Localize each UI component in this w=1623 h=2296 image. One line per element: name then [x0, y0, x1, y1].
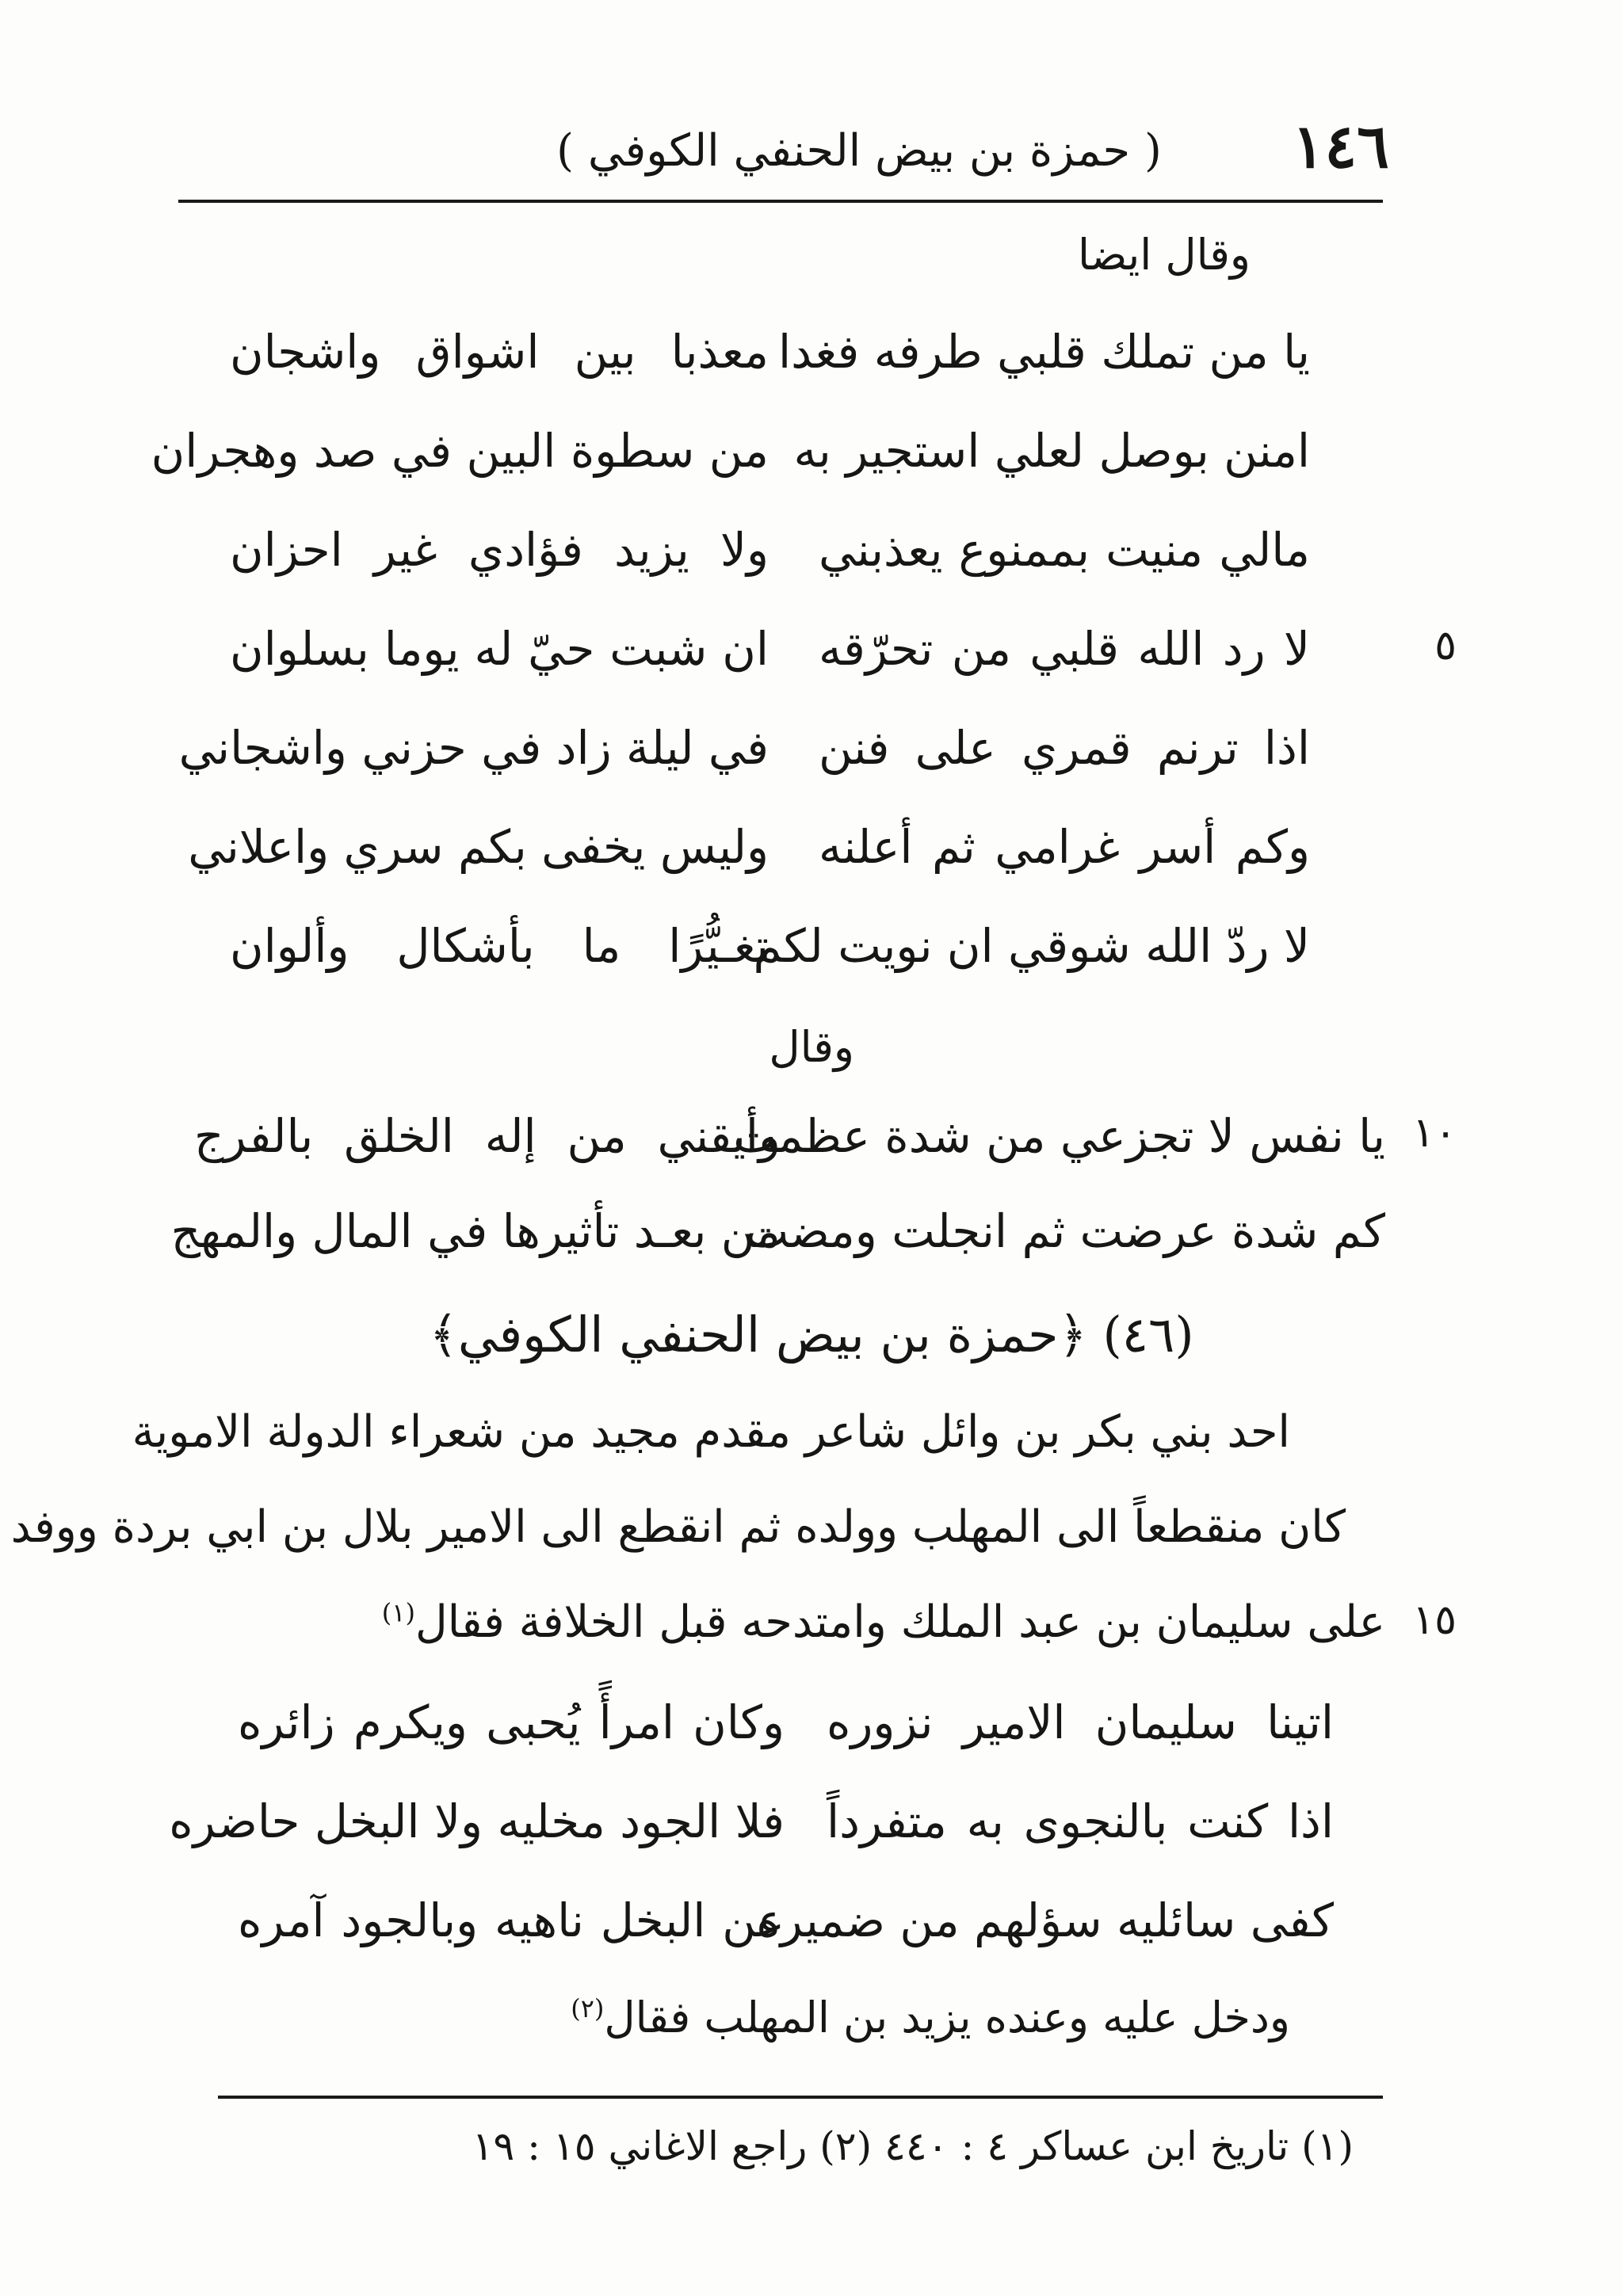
header-rule [178, 200, 1383, 203]
hemistich-second: وكان امرأً يُحبى ويكرم زائره [238, 1695, 785, 1749]
biography-line: على سليمان بن عبد الملك وامتدحه قبل الخلافة فقال$^{(١)}$ [381, 1596, 1385, 1648]
hemistich-second: وأيقني من إله الخلق بالفرج [194, 1109, 781, 1163]
section-heading-1: وقال ايضا [1077, 230, 1251, 280]
hemistich-second: معذبا بين اشواق واشجان [230, 325, 769, 379]
closing-line: ودخل عليه وعنده يزيد بن المهلب فقال$^{(٢)}$ [571, 1993, 1290, 2042]
hemistich-first: لا ردّ الله شوقي ان نويت لكم [753, 919, 1310, 973]
hemistich-first: اتينا سليمان الامير نزوره [827, 1695, 1334, 1749]
hemistich-first: كم شدة عرضت ثم انجلت ومضت [745, 1204, 1385, 1258]
verse-line [0, 1894, 1623, 1973]
line-number-marker: ١٥ [1412, 1596, 1457, 1644]
running-title: ( حمزة بن بيض الحنفي الكوفي ) [556, 125, 1162, 177]
section-heading-2: وقال [769, 1022, 854, 1072]
verse-line [0, 523, 1623, 602]
hemistich-first: اذا ترنم قمري على فنن [819, 721, 1310, 775]
hemistich-second: من سطوة البين في صد وهجران [151, 424, 769, 478]
biography-line: احد بني بكر بن وائل شاعر مقدم مجيد من شعراء الدولة الاموية [132, 1406, 1290, 1458]
hemistich-second: تغـيُّرًا ما بأشكال وألوان [230, 919, 769, 973]
verse-line [0, 820, 1623, 899]
hemistich-first: لا رد الله قلبي من تحرّقه [819, 622, 1310, 676]
line-number-marker: ١٠ [1412, 1109, 1457, 1157]
line-number-marker: ٥ [1434, 622, 1457, 669]
footnote-rule [218, 2096, 1383, 2099]
hemistich-second: في ليلة زاد في حزني واشجاني [178, 721, 769, 775]
hemistich-first: مالي منيت بممنوع يعذبني [819, 523, 1310, 577]
page-number: ١٤٦ [1292, 111, 1389, 181]
verse-line [0, 721, 1623, 800]
footnote-ref: (١) [381, 1597, 415, 1628]
verse-line [0, 622, 1623, 701]
hemistich-first: يا نفس لا تجزعي من شدة عظمت [733, 1109, 1385, 1163]
hemistich-second: عن البخل ناهيه وبالجود آمره [238, 1894, 785, 1947]
footnotes: (١) تاريخ ابن عساكر ٤ : ٤٤٠ (٢) راجع الاغاني ١٥ : ١٩ [472, 2123, 1354, 2169]
verse-line [0, 919, 1623, 998]
entry-title: (٤٦) ﴿حمزة بن بيض الحنفي الكوفي﴾ [429, 1306, 1194, 1363]
hemistich-first: امنن بوصل لعلي استجير به [793, 424, 1310, 478]
verse-line [0, 325, 1623, 404]
verse-line [0, 1794, 1623, 1874]
hemistich-first: اذا كنت بالنجوى به متفرداً [827, 1794, 1334, 1848]
verse-line [0, 424, 1623, 503]
hemistich-first: يا من تملك قلبي طرفه فغدا [778, 325, 1310, 379]
verse-line [0, 1695, 1623, 1775]
biography-line: كان منقطعاً الى المهلب وولده ثم انقطع الى الامير بلال بن ابي بردة ووفد [10, 1501, 1346, 1553]
hemistich-second: من بعـد تأثيرها في المال والمهج [170, 1204, 781, 1258]
biography-last-line [0, 1596, 1623, 1676]
footnote-ref: (٢) [571, 1993, 605, 2023]
verse-line [0, 1109, 1623, 1188]
hemistich-second: ان شبت حيّ له يوما بسلوان [230, 622, 769, 676]
verse-line [0, 1204, 1623, 1283]
hemistich-first: وكم أسر غرامي ثم أعلنه [819, 820, 1310, 874]
hemistich-second: فلا الجود مخليه ولا البخل حاضره [169, 1794, 785, 1848]
hemistich-first: كفى سائليه سؤلهم من ضميره [756, 1894, 1334, 1947]
hemistich-second: وليس يخفى بكم سري واعلاني [188, 820, 769, 874]
hemistich-second: ولا يزيد فؤادي غير احزان [230, 523, 769, 577]
